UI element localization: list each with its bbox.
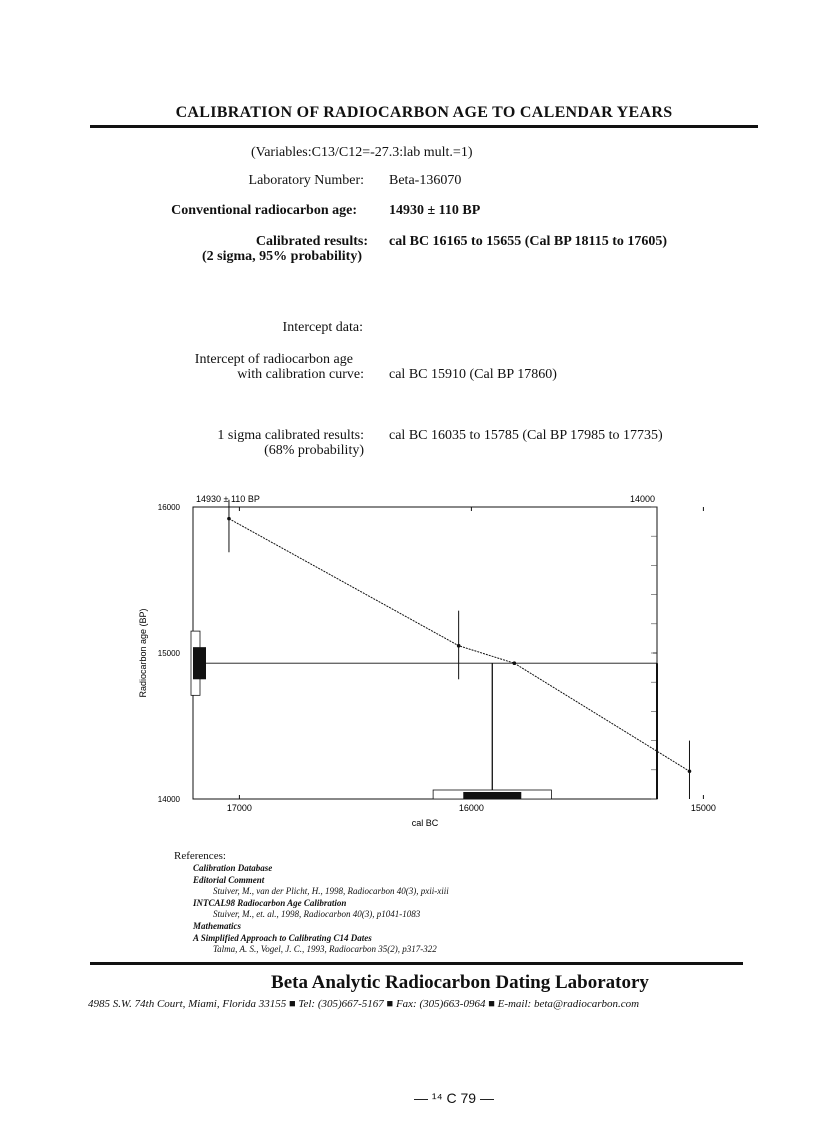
variables-line: (Variables:C13/C12=-27.3:lab mult.=1)	[251, 145, 473, 160]
page-number: — ¹⁴ C 79 —	[414, 1090, 494, 1106]
y-tick-label: 14000	[157, 795, 180, 804]
one-sigma-label-2: (68% probability)	[264, 443, 364, 458]
intercept-data-label: Intercept data:	[282, 320, 363, 335]
calibrated-label: Calibrated results:	[255, 234, 368, 249]
age-sigma1-box	[193, 647, 206, 679]
lab-number-label: Laboratory Number:	[248, 173, 364, 188]
reference-title: Editorial Comment	[193, 874, 265, 885]
bottom-rule	[90, 962, 743, 965]
one-sigma-label-1: 1 sigma calibrated results:	[217, 428, 364, 443]
y-tick-label: 16000	[157, 503, 180, 512]
x-tick-label: 17000	[226, 803, 252, 813]
lab-number-value: Beta-136070	[389, 173, 462, 188]
reference-citation: Stuiver, M., van der Plicht, H., 1998, Radiocarbon 40(3), pxii-xiii	[213, 886, 449, 897]
reference-title: A Simplified Approach to Calibrating C14 Dates	[193, 932, 372, 943]
x-tick-label: 16000	[458, 803, 484, 813]
reference-title: INTCAL98 Radiocarbon Age Calibration	[193, 897, 347, 908]
page-title: CALIBRATION OF RADIOCARBON AGE TO CALENDAR YEARS	[175, 104, 673, 121]
calibrated-value: cal BC 16165 to 15655 (Cal BP 18115 to 17605)	[389, 234, 668, 249]
reference-citation: Stuiver, M., et. al., 1998, Radiocarbon 40(3), p1041-1083	[213, 909, 421, 920]
conventional-age-label: Conventional radiocarbon age:	[171, 203, 357, 218]
reference-title: Mathematics	[193, 920, 242, 931]
references-list	[193, 863, 449, 956]
lab-address: 4985 S.W. 74th Court, Miami, Florida 33155 ■ Tel: (305)667-5167 ■ Fax: (305)663-0964 ■ E-mail: beta@radiocarbon.com	[88, 998, 640, 1010]
intercept-label-1: Intercept of radiocarbon age	[194, 352, 353, 367]
intercept-label-2: with calibration curve:	[237, 367, 364, 382]
curve-point	[513, 661, 517, 665]
intercept-value: cal BC 15910 (Cal BP 17860)	[389, 367, 557, 382]
one-sigma-value: cal BC 16035 to 15785 (Cal BP 17985 to 17735)	[389, 428, 663, 443]
x-tick-label: 15000	[690, 803, 716, 813]
references-heading: References:	[174, 850, 226, 862]
chart-top-right-label: 14000	[629, 494, 655, 504]
y-axis-label: Radiocarbon age (BP)	[138, 608, 148, 698]
plot-frame	[193, 507, 657, 799]
chart-title: 14930 ± 110 BP	[196, 494, 260, 504]
calibrated-sigma1-box	[463, 792, 521, 799]
calibrated-sublabel: (2 sigma, 95% probability)	[202, 249, 362, 264]
lab-name: Beta Analytic Radiocarbon Dating Laboratory	[271, 972, 649, 993]
x-axis-label: cal BC	[411, 818, 439, 828]
conventional-age-value: 14930 ± 110 BP	[389, 203, 481, 218]
reference-title: Calibration Database	[193, 863, 273, 873]
reference-citation: Talma, A. S., Vogel, J. C., 1993, Radiocarbon 35(2), p317-322	[213, 944, 437, 955]
y-tick-label: 15000	[157, 649, 180, 658]
